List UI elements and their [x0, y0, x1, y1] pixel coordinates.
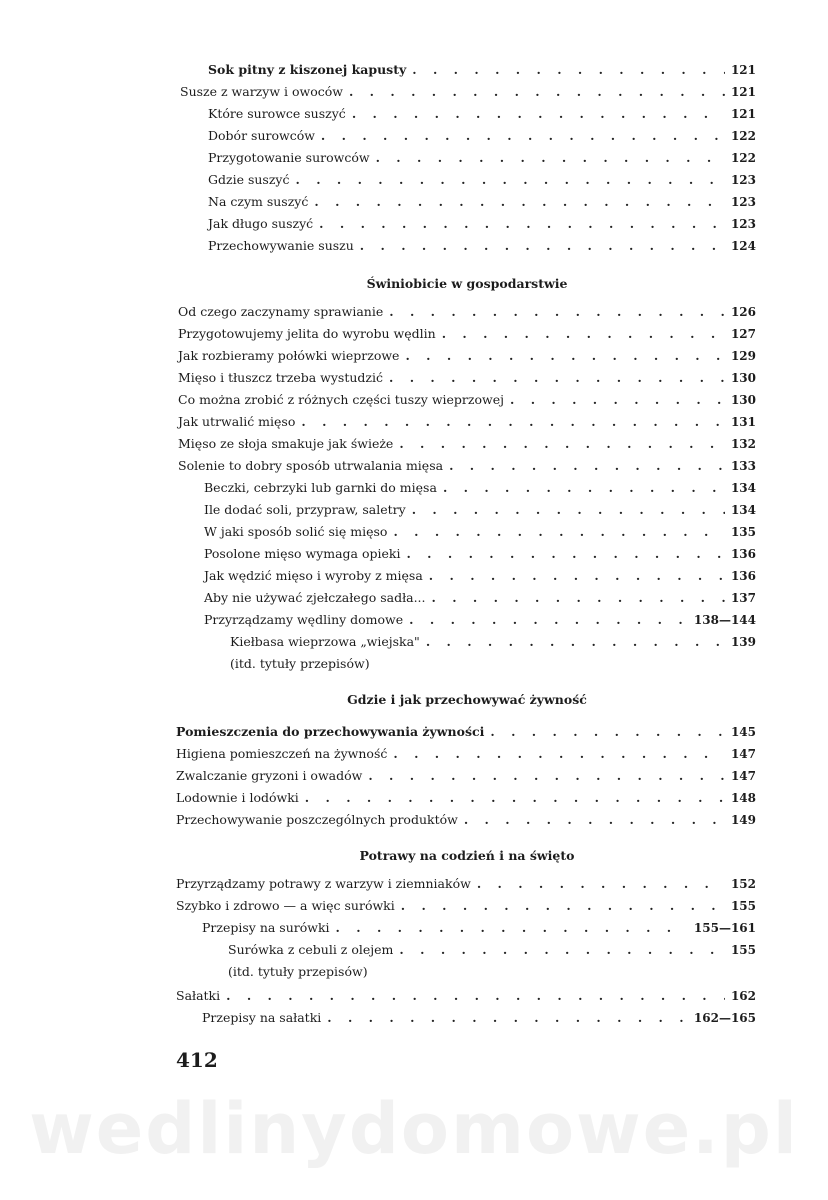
toc-entry: [204, 522, 756, 542]
toc-entry-page: 149: [730, 813, 756, 827]
toc-entry: [202, 1008, 756, 1028]
toc-entry: [204, 478, 756, 498]
toc-entry-title: W jaki sposób solić się mięso: [204, 524, 388, 539]
toc-entry: [176, 766, 756, 786]
toc-entry-title: Przyrządzamy wędliny domowe: [204, 612, 404, 627]
toc-entry-page: 122: [730, 129, 756, 143]
toc-entry-title: Surówka z cebuli z olejem: [228, 942, 394, 957]
toc-entry-title: Które surowce suszyć: [208, 106, 346, 121]
toc-entry-title: Przepisy na surówki: [202, 920, 330, 935]
toc-entry: [178, 324, 756, 344]
toc-leader-dots: [449, 456, 725, 476]
toc-leader-dots: [409, 610, 688, 630]
toc-entry-title: Co można zrobić z różnych części tuszy wieprzowej: [178, 392, 504, 407]
toc-entry-page: 134: [730, 481, 756, 495]
toc-entry-page: 145: [730, 725, 756, 739]
toc-leader-dots: [314, 192, 725, 212]
toc-leader-dots: [442, 324, 725, 344]
toc-entry: [204, 610, 756, 630]
toc-entry-page: 124: [730, 239, 756, 253]
toc-entry-page: 127: [730, 327, 756, 341]
toc-entry: [202, 918, 756, 938]
toc-leader-dots: [301, 412, 725, 432]
toc-entry: [208, 126, 756, 146]
toc-leader-dots: [464, 810, 725, 830]
toc-entry-title: Szybko i zdrowo — a więc surówki: [176, 898, 395, 913]
toc-entry-title: Zwalczanie gryzoni i owadów: [176, 768, 363, 783]
toc-entry-page: 136: [730, 547, 756, 561]
toc-entry: [208, 104, 756, 124]
toc-entry-title: Susze z warzyw i owoców: [180, 84, 343, 99]
toc-leader-dots: [319, 214, 725, 234]
toc-entry-page: 134: [730, 503, 756, 517]
toc-entry-title: Posolone mięso wymaga opieki: [204, 546, 401, 561]
toc-leader-dots: [401, 896, 725, 916]
section-heading: Gdzie i jak przechowywać żywność: [347, 692, 587, 707]
toc-leader-dots: [393, 522, 725, 542]
toc-entry: [228, 962, 756, 982]
toc-entry: [178, 302, 756, 322]
toc-leader-dots: [405, 346, 724, 366]
toc-entry-title: Jak wędzić mięso i wyroby z mięsa: [204, 568, 423, 583]
toc-entry: [178, 412, 756, 432]
toc-leader-dots: [368, 766, 725, 786]
toc-entry-title: Solenie to dobry sposób utrwalania mięsa: [178, 458, 444, 473]
toc-entry-page: 148: [730, 791, 756, 805]
toc-entry-title: Beczki, cebrzyki lub garnki do mięsa: [204, 480, 437, 495]
toc-entry: [228, 940, 756, 960]
toc-entry-page: 139: [730, 635, 756, 649]
toc-entry: [208, 60, 756, 80]
toc-entry: [208, 148, 756, 168]
toc-entry-title: Przechowywanie suszu: [208, 238, 354, 253]
toc-entry-page: 130: [730, 371, 756, 385]
toc-entry-title: Higiena pomieszczeń na żywność: [176, 746, 388, 761]
toc-entry-title: (itd. tytuły przepisów): [228, 964, 368, 979]
toc-entry: [176, 874, 756, 894]
toc-entry: [208, 170, 756, 190]
toc-entry-page: 155: [730, 899, 756, 913]
toc-entry: [204, 588, 756, 608]
toc-entry: [176, 896, 756, 916]
toc-leader-dots: [393, 744, 725, 764]
toc-entry: [180, 82, 756, 102]
toc-entry: [176, 744, 756, 764]
toc-entry-title: Pomieszczenia do przechowywania żywności: [176, 724, 485, 739]
toc-entry: [208, 236, 756, 256]
toc-leader-dots: [412, 500, 725, 520]
toc-entry-title: Mięso i tłuszcz trzeba wystudzić: [178, 370, 384, 385]
toc-entry-page: 129: [730, 349, 756, 363]
toc-entry-title: Sok pitny z kiszonej kapusty: [208, 62, 407, 77]
toc-entry-title: Ile dodać soli, przypraw, saletry: [204, 502, 406, 517]
toc-entry: [176, 722, 756, 742]
toc-entry: [178, 456, 756, 476]
toc-entry-title: Jak długo suszyć: [208, 216, 314, 231]
toc-leader-dots: [490, 722, 725, 742]
toc-leader-dots: [406, 544, 724, 564]
toc-entry-page: 123: [730, 173, 756, 187]
toc-entry-page: 126: [730, 305, 756, 319]
toc-entry: [208, 214, 756, 234]
toc-leader-dots: [327, 1008, 688, 1028]
toc-entry-page: 155: [730, 943, 756, 957]
section-heading: Świniobicie w gospodarstwie: [366, 276, 568, 291]
toc-entry: [176, 788, 756, 808]
toc-entry-page: 121: [730, 107, 756, 121]
toc-entry: [178, 368, 756, 388]
toc-entry-page: 130: [730, 393, 756, 407]
toc-leader-dots: [477, 874, 725, 894]
toc-entry-title: Aby nie używać zjełczałego sadła...: [204, 590, 426, 605]
toc-entry-title: Gdzie suszyć: [208, 172, 290, 187]
toc-entry-title: Przepisy na sałatki: [202, 1010, 322, 1025]
toc-leader-dots: [389, 368, 725, 388]
toc-entry-page: 162: [730, 989, 756, 1003]
toc-entry-title: Przechowywanie poszczególnych produktów: [176, 812, 458, 827]
toc-entry-page: 138—144: [693, 613, 756, 627]
toc-entry-page: 121: [730, 85, 756, 99]
toc-leader-dots: [389, 302, 725, 322]
toc-entry: [178, 434, 756, 454]
toc-entry-title: Przygotowujemy jelita do wyrobu wędlin: [178, 326, 436, 341]
watermark-text: wedlinydomowe.pl: [29, 1088, 799, 1170]
toc-entry-title: (itd. tytuły przepisów): [230, 656, 370, 671]
toc-entry-title: Mięso ze słoja smakuje jak świeże: [178, 436, 394, 451]
toc-entry-title: Kiełbasa wieprzowa „wiejska": [230, 634, 420, 649]
toc-entry-title: Jak rozbieramy połówki wieprzowe: [178, 348, 400, 363]
toc-leader-dots: [349, 82, 725, 102]
toc-leader-dots: [412, 60, 725, 80]
toc-entry-page: 147: [730, 747, 756, 761]
toc-entry-title: Od czego zaczynamy sprawianie: [178, 304, 384, 319]
toc-leader-dots: [321, 126, 725, 146]
toc-leader-dots: [426, 632, 725, 652]
toc-entry: [204, 544, 756, 564]
toc-entry-page: 136: [730, 569, 756, 583]
toc-entry-page: 155—161: [693, 921, 756, 935]
toc-leader-dots: [429, 566, 725, 586]
toc-entry-page: 122: [730, 151, 756, 165]
toc-leader-dots: [510, 390, 725, 410]
toc-entry-page: 123: [730, 195, 756, 209]
section-heading: Potrawy na codzień i na święto: [359, 848, 575, 863]
toc-entry-title: Lodownie i lodówki: [176, 790, 299, 805]
toc-leader-dots: [360, 236, 725, 256]
toc-entry-title: Sałatki: [176, 988, 221, 1003]
toc-entry-title: Jak utrwalić mięso: [178, 414, 296, 429]
toc-entry-title: Na czym suszyć: [208, 194, 309, 209]
toc-entry-page: 152: [730, 877, 756, 891]
toc-entry-page: 135: [730, 525, 756, 539]
toc-leader-dots: [399, 940, 725, 960]
toc-leader-dots: [295, 170, 724, 190]
toc-entry-title: Przygotowanie surowców: [208, 150, 370, 165]
toc-entry-page: 132: [730, 437, 756, 451]
toc-entry: [176, 986, 756, 1006]
toc-entry: [208, 192, 756, 212]
toc-entry-page: 123: [730, 217, 756, 231]
toc-leader-dots: [399, 434, 725, 454]
toc-leader-dots: [352, 104, 725, 124]
toc-entry: [230, 654, 756, 674]
toc-entry: [178, 346, 756, 366]
page-number: 412: [176, 1048, 218, 1072]
toc-entry-page: 137: [730, 591, 756, 605]
toc-entry-title: Przyrządzamy potrawy z warzyw i ziemniaków: [176, 876, 471, 891]
toc-entry-page: 131: [730, 415, 756, 429]
toc-entry: [176, 810, 756, 830]
toc-entry: [178, 390, 756, 410]
toc-entry-page: 147: [730, 769, 756, 783]
toc-entry: [204, 500, 756, 520]
toc-leader-dots: [226, 986, 725, 1006]
toc-entry: [230, 632, 756, 652]
toc-entry-page: 133: [730, 459, 756, 473]
toc-entry: [204, 566, 756, 586]
toc-entry-page: 121: [730, 63, 756, 77]
toc-leader-dots: [376, 148, 725, 168]
toc-entry-title: Dobór surowców: [208, 128, 315, 143]
toc-leader-dots: [336, 918, 688, 938]
toc-leader-dots: [432, 588, 725, 608]
toc-leader-dots: [305, 788, 725, 808]
toc-leader-dots: [443, 478, 725, 498]
toc-entry-page: 162—165: [693, 1011, 756, 1025]
